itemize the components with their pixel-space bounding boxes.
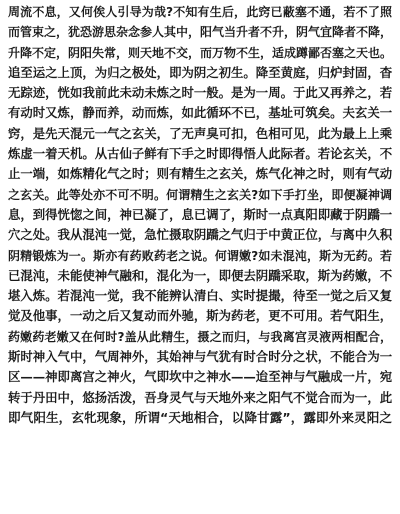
text-line: 穴之处。我从混沌一觉，急忙摄取阴蹻之气归于中黄正位，与离中久积 [8,227,392,243]
text-line: 追至运之上顶，为归之极处，即为阴之初生。降至黄庭，归炉封固，杳 [8,64,392,80]
text-line: 息，到得恍惚之间，神已凝了，息已调了，斯时一点真阳即藏于阴蹻一 [8,206,392,222]
text-line: 之玄关。此等处亦不可不明。何谓精生之玄关?如下手打坐，即便凝神调 [8,187,392,202]
text-line: 炼虚一着天机。从古仙子鲜有下手之时即得悟人此际者。若论玄关，不 [8,146,392,162]
text-line: 区——神即离宫之神火，气即坎中之神水——迨至神与气融成一片，宛 [8,369,392,385]
text-line: 即气阳生，玄牝现象，所谓“天地相合，以降甘露”，露即外来灵阳之 [8,409,392,425]
text-line: 周流不息，又何俟人引导为哉?不知有生后，此窍已蔽塞不通，若不了照 [8,5,392,19]
text-line: 而管束之，犹恐游思杂念参人其中，阳气当升者不升，阴气宜降者不降， [8,25,392,40]
body-text [8,2,392,428]
text-line: 药嫩药老嫩又在何时?盖从此精生，摄之而归，与我离宫灵液两相配合， [8,329,392,344]
text-line: 止一端，如炼精化气之时；则有精生之玄关，炼气化神之时，则有气动 [8,166,392,182]
text-line: 堪入炼。若混沌一觉，我不能辨认清白、实时提撮，待至一觉之后又复 [8,288,392,304]
text-line: 转于丹田中，悠扬活泼，吾身灵气与天地外来之阳气不觉合而为一，此 [8,389,392,405]
text-line: 斯时神入气中，气周神外，其始神与气犹有时合时分之状，不能合为一 [8,349,392,365]
text-line: 窍，是先天混元一气之玄关，了无声臭可扣，色相可见，此为最上上乘 [8,125,392,141]
text-line: 觉及他事，一动之后又复动而外驰，斯为药老，更不可用。若气阳生， [8,308,392,324]
text-line: 阴精锻炼为一。斯亦有药败药老之说。何谓嫩?如未混沌，斯为无药。若 [8,248,392,263]
text-line: 无踪迹，恍如我前此未动未炼之时一般。是为一周。于此又再养之，若 [8,85,392,101]
text-line: 升降不定，阴阳失常，则天地不交，而万物不生，适成蹲鄙否塞之天也。 [8,45,392,60]
text-line: 有动时又炼，静而养，动而炼，如此循环不已，基址可筑矣。夫玄关一 [8,105,392,121]
text-line: 已混沌，未能使神气融和，混化为一，即便去阴蹻采取，斯为药嫩，不 [8,267,392,283]
